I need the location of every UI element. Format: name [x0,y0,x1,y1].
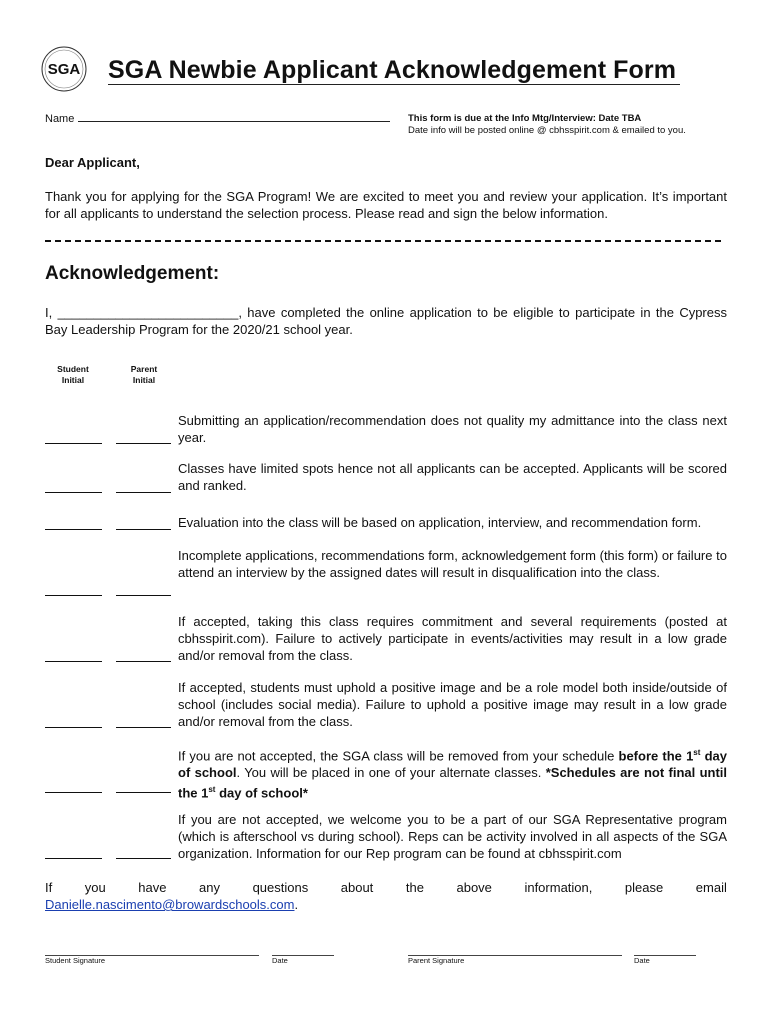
student-initial-field[interactable] [45,727,102,728]
name-label: Name [45,113,75,125]
closing-word: please [624,880,664,895]
item7-sup-b: st [208,785,216,795]
parent-initial-field[interactable] [116,595,171,596]
page-title: SGA Newbie Applicant Acknowledgement Form [108,56,677,84]
closing-period: . [294,897,299,912]
closing-word: have [138,880,167,895]
parent-initial-field[interactable] [116,727,171,728]
closing-word: questions [252,880,309,895]
closing-word: information, [524,880,593,895]
acknowledgement-item: Submitting an application/recommendation does not quality my admittance into the class next year. [178,413,727,445]
sga-logo-text: SGA [47,61,81,78]
parent-header-line1: Parent [130,364,158,374]
parent-initial-field[interactable] [116,661,171,662]
closing-email-line [45,896,727,913]
student-initial-field[interactable] [45,492,102,493]
parent-date-label: Date [634,956,650,965]
student-initial-field[interactable] [45,595,102,596]
parent-header-line2: Initial [132,375,156,385]
sga-logo [41,46,87,92]
name-field[interactable] [78,112,390,122]
closing-line [45,879,727,896]
student-initial-field[interactable] [45,443,102,444]
due-notice: This form is due at the Info Mtg/Interview: Date TBA [408,113,642,124]
intro-paragraph: Thank you for applying for the SGA Program! We are excited to meet you and review your application. It’s important for all applicants to understand the selection process. Please read and sign the below information. [45,189,727,221]
item7-sup-a: st [693,748,701,757]
email-link[interactable]: Danielle.nascimento@browardschools.com [45,897,295,912]
parent-initial-field[interactable] [116,858,171,859]
statement-suffix: , have completed the online application to be eligible to participate in the Cypress Bay Leadership Program for the 2020/21 school year. [45,305,727,337]
closing-word: If [45,880,53,895]
acknowledgement-item [178,744,727,802]
closing-word: email [695,880,727,895]
parent-initial-field[interactable] [116,529,171,530]
parent-initial-field[interactable] [116,792,171,793]
closing-word: any [199,880,221,895]
item7-bold-c: *Schedules are not final until the 1 [178,765,727,801]
closing-word: above [456,880,492,895]
item7-bold-d: day of school* [215,785,308,801]
acknowledgement-item: Classes have limited spots hence not all applicants can be accepted. Applicants will be scored and ranked. [178,461,727,493]
item7-text-a: If you are not accepted, the SGA class will be removed from your schedule [178,748,619,764]
acknowledgement-item: If accepted, taking this class requires commitment and several requirements (posted at cbhsspirit.com). Failure to actively participate in events/activities may result in a low grade and/or removal from the class. [178,614,727,663]
student-initial-field[interactable] [45,858,102,859]
parent-initial-header [121,364,167,386]
acknowledgement-item: Evaluation into the class will be based on application, interview, and recommendation form. [178,515,702,530]
student-signature-label: Student Signature [45,956,106,965]
statement-prefix: I, [45,305,58,320]
acknowledgement-item: If you are not accepted, we welcome you to be a part of our SGA Representative program (which is afterschool vs during school). Reps can be activity involved in all aspects of the SGA organization. Information for our Rep program can be found at cbhsspirit.com [178,812,727,861]
parent-initial-field[interactable] [116,443,171,444]
date-info-notice: Date info will be posted online @ cbhsspirit.com & emailed to you. [408,125,686,136]
section-divider [45,238,721,242]
applicant-name-blank[interactable]: _________________________ [57,305,239,320]
item7-bold-b: day of school [178,748,727,781]
closing-word: you [84,880,106,895]
student-initial-field[interactable] [45,661,102,662]
closing-word: the [405,880,424,895]
greeting: Dear Applicant, [45,155,140,170]
closing-paragraph [45,879,727,913]
acknowledgement-item: Incomplete applications, recommendations form, acknowledgement form (this form) or failure to attend an interview by the assigned dates will result in disqualification into the class. [178,548,727,580]
acknowledgement-item: If accepted, students must uphold a positive image and be a role model both inside/outside of school (includes social media). Failure to uphold a positive image may result in a low grade and/or removal from the class. [178,680,727,729]
student-date-label: Date [272,956,288,965]
item7-text-b: . You will be placed in one of your alternate classes. [236,765,546,781]
item7-bold-a: before the 1 [618,748,694,764]
student-header-line2: Initial [61,375,85,385]
closing-word: about [340,880,374,895]
title-underline [108,84,680,85]
acknowledgement-heading: Acknowledgement: [45,263,220,284]
name-field-row [45,112,390,125]
acknowledgement-statement [45,304,727,338]
student-initial-header [50,364,96,386]
parent-initial-field[interactable] [116,492,171,493]
parent-signature-label: Parent Signature [408,956,465,965]
student-initial-field[interactable] [45,529,102,530]
student-initial-field[interactable] [45,792,102,793]
student-header-line1: Student [57,364,89,374]
